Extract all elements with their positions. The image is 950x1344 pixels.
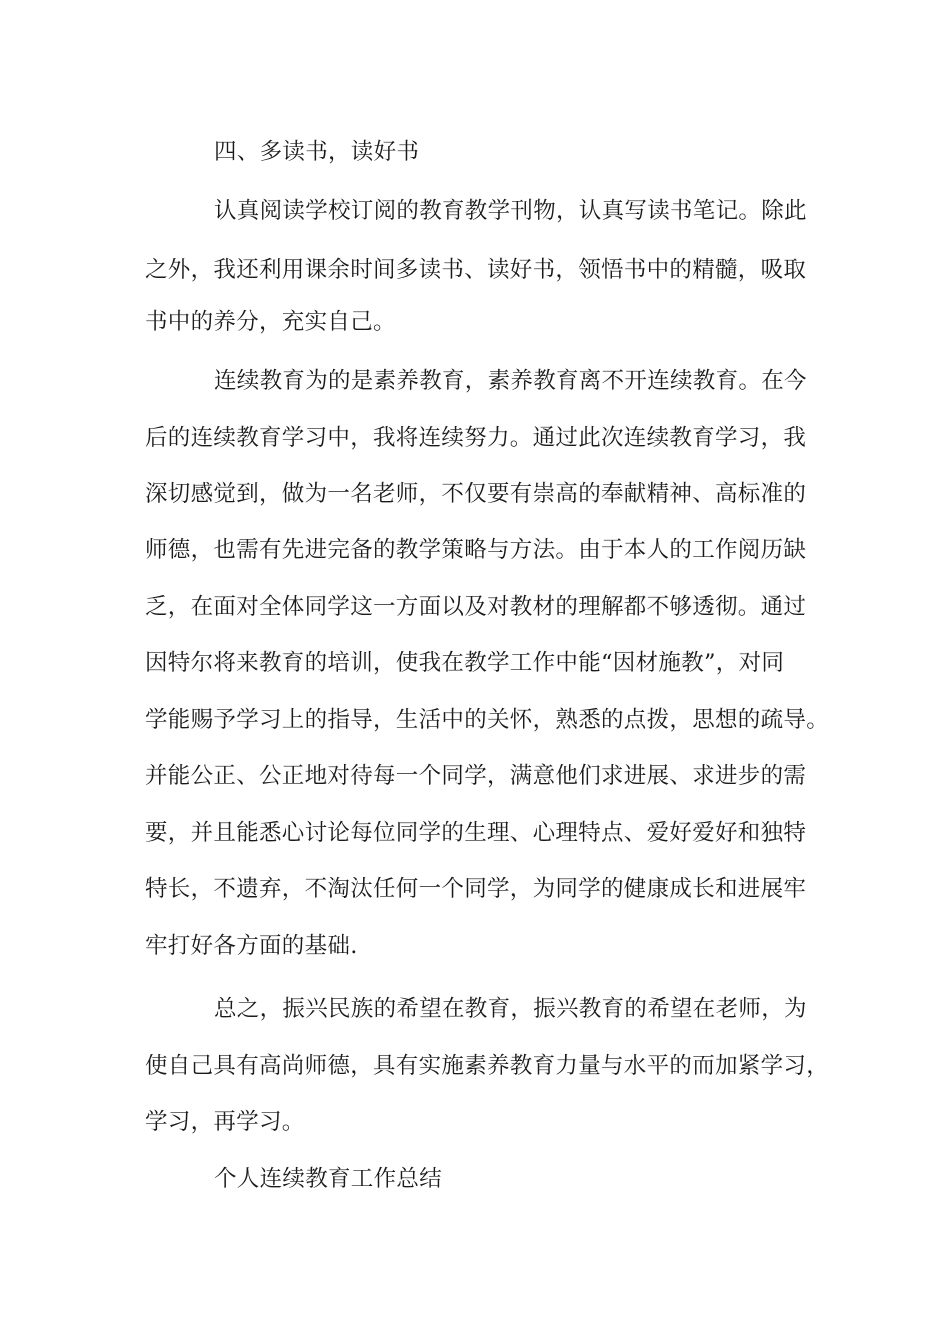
paragraph-line: 书中的养分，充实自己。 bbox=[145, 309, 396, 335]
section-heading: 四、多读书，读好书 bbox=[214, 139, 420, 165]
section-heading: 个人连续教育工作总结 bbox=[214, 1166, 443, 1192]
paragraph-line: 总之，振兴民族的希望在教育，振兴教育的希望在老师，为 bbox=[214, 996, 807, 1022]
paragraph-line: 特长，不遗弃，不淘汰任何一个同学，为同学的健康成长和进展牢 bbox=[145, 876, 807, 902]
paragraph-line: 后的连续教育学习中，我将连续努力。通过此次连续教育学习，我 bbox=[145, 425, 807, 451]
paragraph-line: 并能公正、公正地对待每一个同学，满意他们求进展、求进步的需 bbox=[145, 763, 807, 789]
paragraph-line: 认真阅读学校订阅的教育教学刊物，认真写读书笔记。除此 bbox=[214, 198, 807, 224]
paragraph-line: 学习，再学习。 bbox=[145, 1109, 305, 1135]
paragraph-line: 使自己具有高尚师德，具有实施素养教育力量与水平的而加紧学习， bbox=[145, 1053, 830, 1079]
paragraph-line: 学能赐予学习上的指导，生活中的关怀，熟悉的点拨，思想的疏导。 bbox=[145, 707, 830, 733]
paragraph-line: 牢打好各方面的基础. bbox=[145, 933, 358, 959]
paragraph-line: 因特尔将来教育的培训，使我在教学工作中能“因材施教”，对同 bbox=[145, 650, 785, 676]
paragraph-line: 深切感觉到，做为一名老师，不仅要有崇高的奉献精神、高标准的 bbox=[145, 481, 807, 507]
paragraph-line: 连续教育为的是素养教育，素养教育离不开连续教育。在今 bbox=[214, 368, 807, 394]
paragraph-line: 之外，我还利用课余时间多读书、读好书，领悟书中的精髓，吸取 bbox=[145, 257, 807, 283]
paragraph-line: 师德，也需有先进完备的教学策略与方法。由于本人的工作阅历缺 bbox=[145, 537, 807, 563]
paragraph-line: 要，并且能悉心讨论每位同学的生理、心理特点、爱好爱好和独特 bbox=[145, 820, 807, 846]
paragraph-line: 乏，在面对全体同学这一方面以及对教材的理解都不够透彻。通过 bbox=[145, 594, 807, 620]
